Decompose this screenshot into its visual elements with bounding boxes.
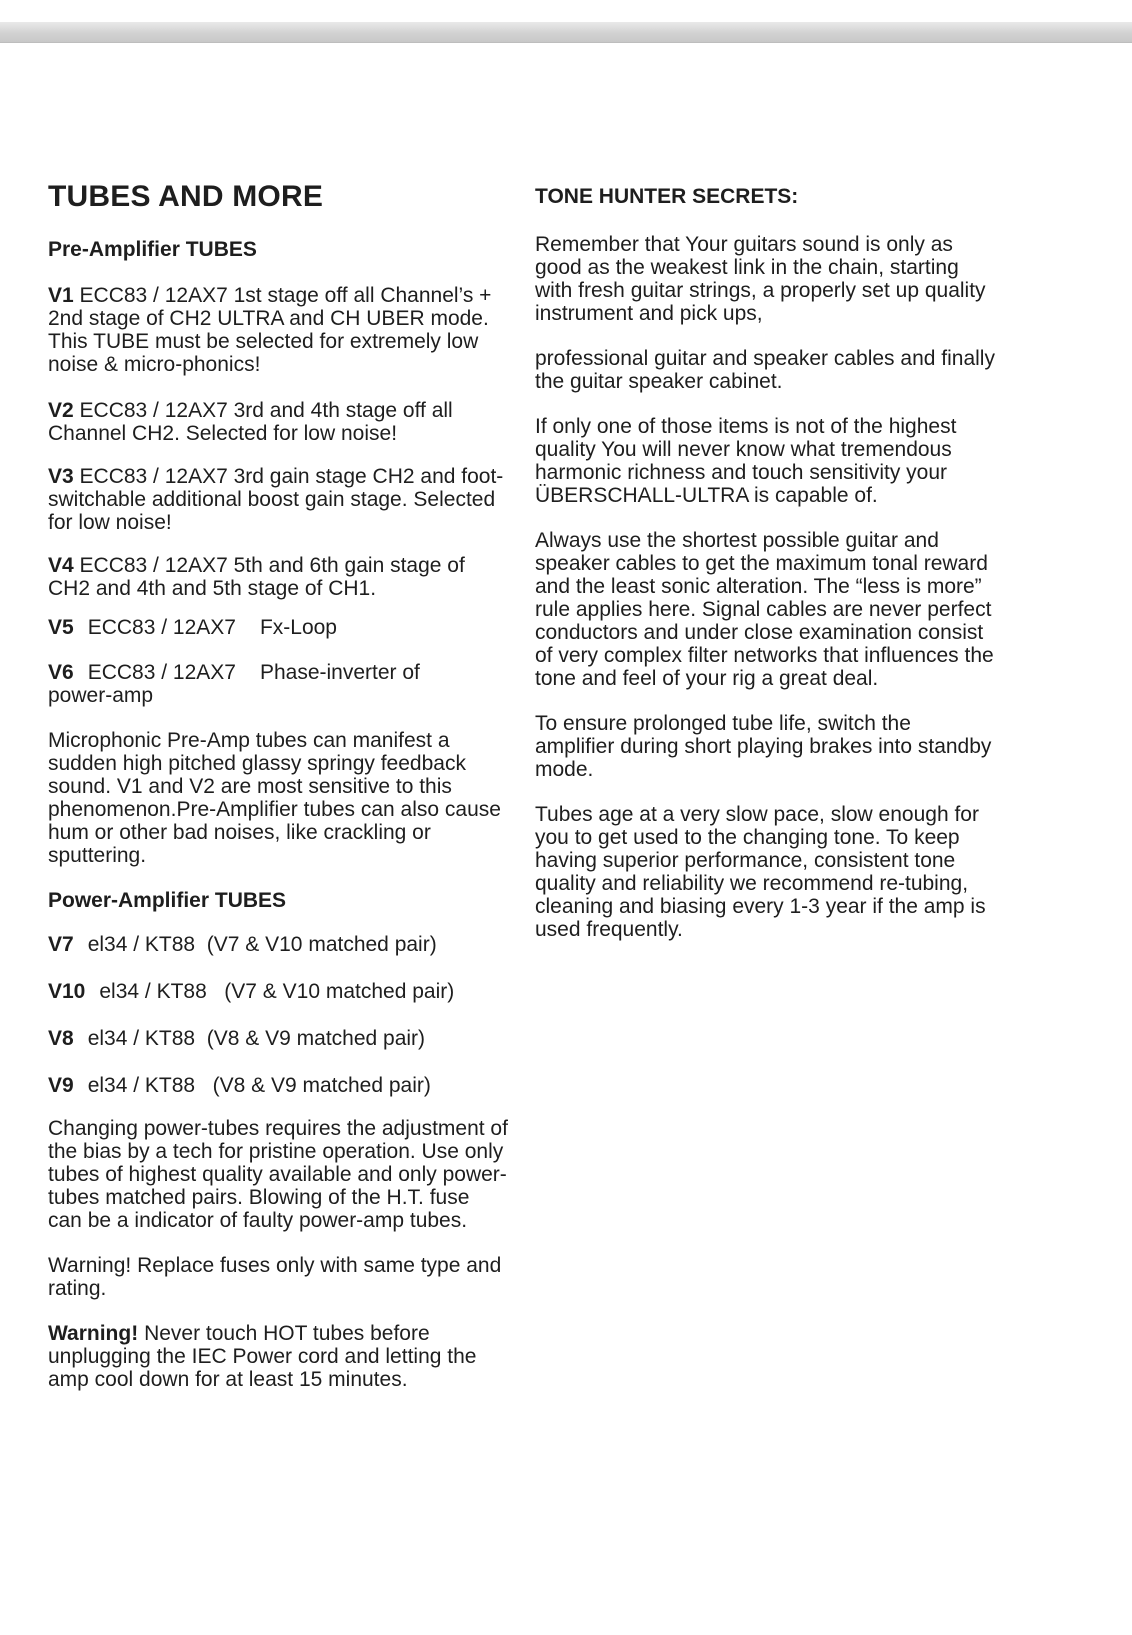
viewer-top-bar [0,22,1132,43]
page-title: TUBES AND MORE [48,180,324,213]
changing-tubes-paragraph: Changing power-tubes requires the adjustment of the bias by a tech for pristine operation. Use only tubes of highest quality available and only power-tubes matched pairs. Blowing of the H.T. fuse can be a indicator of faulty power-amp tubes. [48,1117,508,1232]
tone-paragraph-1: Remember that Your guitars sound is only as good as the weakest link in the chain, starting with fresh guitar strings, a properly set up quality instrument and pick ups, [535,233,986,325]
tube-v4-text: ECC83 / 12AX7 5th and 6th gain stage of CH2 and 4th and 5th stage of CH1. [48,554,465,600]
tube-v3-id: V3 [48,465,74,488]
warning-hot-label: Warning! [48,1322,139,1345]
tube-v5-type: ECC83 / 12AX7 [87,616,236,639]
power-tube-v7 [48,933,508,956]
left-column [48,180,508,1391]
power-tube-note: (V8 & V9 matched pair) [206,1027,426,1050]
power-tube-note: (V8 & V9 matched pair) [212,1074,431,1097]
tube-v2-entry [48,399,508,445]
power-tube-note: (V7 & V10 matched pair) [224,980,455,1003]
power-tube-id: V10 [48,980,86,1003]
tube-v4-entry [48,554,508,600]
tube-v5-id: V5 [48,616,74,639]
power-amp-heading: Power-Amplifier TUBES [48,889,287,912]
tone-paragraph-6: Tubes age at a very slow pace, slow enough for you to get used to the changing tone. To keep having superior performance, consistent tone quality and reliability we recommend re-tubing, cleaning and biasing every 1-3 year if the amp is used frequently. [535,803,986,941]
tube-v6-role: Phase-inverter of [259,661,420,684]
power-tube-v9 [48,1074,508,1097]
tube-v2-id: V2 [48,399,74,422]
warning-hot-paragraph [48,1322,508,1391]
power-tube-id: V9 [48,1074,74,1097]
tube-v1-text: ECC83 / 12AX7 1st stage off all Channel’s + 2nd stage of CH2 ULTRA and CH UBER mode. This TUBE must be selected for extremely low noise & micro-phonics! [48,284,492,376]
tone-paragraph-3: If only one of those items is not of the highest quality You will never know what tremendous harmonic richness and touch sensitivity your ÜBERSCHALL-ULTRA is capable of. [535,415,957,507]
tube-v1-id: V1 [48,284,74,307]
tube-v3-text: ECC83 / 12AX7 3rd gain stage CH2 and foot-switchable additional boost gain stage. Selected for low noise! [48,465,504,534]
tube-v6-type: ECC83 / 12AX7 [87,661,236,684]
tube-v3-entry [48,465,508,534]
power-tube-type: el34 / KT88 [87,1027,196,1050]
tone-paragraph-2: professional guitar and speaker cables and finally the guitar speaker cabinet. [535,347,995,393]
power-tube-id: V8 [48,1027,74,1050]
tube-v5-entry [48,616,508,639]
power-tube-type: el34 / KT88 [99,980,207,1003]
power-tube-type: el34 / KT88 [87,933,196,956]
tone-paragraph-5: To ensure prolonged tube life, switch the amplifier during short playing brakes into standby mode. [535,712,992,781]
right-column [535,185,995,941]
tube-v6-entry [48,661,508,707]
microphonic-paragraph: Microphonic Pre-Amp tubes can manifest a sudden high pitched glassy springy feedback sound. V1 and V2 are most sensitive to this phenomenon.Pre-Amplifier tubes can also cause hum or other bad noises, like crackling or sputtering. [48,729,501,867]
power-tube-type: el34 / KT88 [87,1074,196,1097]
tube-v6-id: V6 [48,661,74,684]
tube-v5-role: Fx-Loop [259,616,337,639]
power-tube-id: V7 [48,933,74,956]
power-tube-note: (V7 & V10 matched pair) [206,933,437,956]
power-tube-v10 [48,980,508,1003]
tube-v6-role-cont: power-amp [48,684,154,707]
warning-fuses-paragraph: Warning! Replace fuses only with same type and rating. [48,1254,502,1300]
tube-v1-entry [48,284,508,376]
pre-amp-heading: Pre-Amplifier TUBES [48,238,257,261]
tone-secrets-heading: TONE HUNTER SECRETS: [535,185,799,208]
tone-paragraph-4: Always use the shortest possible guitar and speaker cables to get the maximum tonal reward and the least sonic alteration. The “less is more” rule applies here. Signal cables are never perfect conductors and under close examination consist of very complex filter networks that influences the tone and feel of your rig a great deal. [535,529,994,690]
power-tube-v8 [48,1027,508,1050]
warning-hot-text: Never touch HOT tubes before unplugging the IEC Power cord and letting the amp cool down for at least 15 minutes. [48,1322,477,1391]
tube-v2-text: ECC83 / 12AX7 3rd and 4th stage off all Channel CH2. Selected for low noise! [48,399,453,445]
tube-v4-id: V4 [48,554,74,577]
